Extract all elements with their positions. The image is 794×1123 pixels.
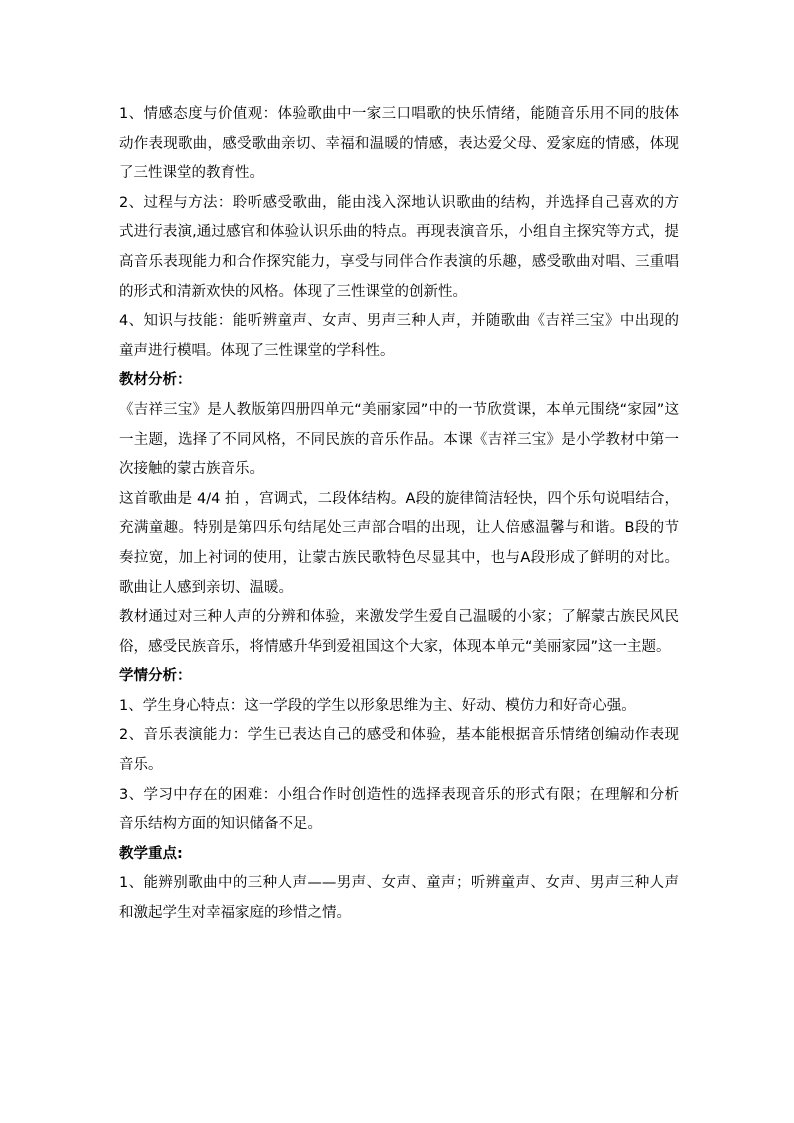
document-body xyxy=(119,100,679,929)
teaching-focus-heading: 教学重点: xyxy=(119,845,183,862)
student-paragraph: 1、学生身心特点：这一学段的学生以形象思维为主、好动、模仿力和好奇心强。 xyxy=(119,697,636,714)
student-analysis-heading: 学情分析： xyxy=(119,668,192,685)
goal-knowledge: 4、知识与技能：能听辨童声、女声、男声三种人声，并随歌曲《吉祥三宝》中出现的童声进行模唱。体现了三性课堂的学科性。 xyxy=(119,313,679,359)
student-paragraph: 3、学习中存在的困难：小组合作时创造性的选择表现音乐的形式有限；在理解和分析音乐结构方面的知识储备不足。 xyxy=(119,786,679,833)
goal-emotion: 1、情感态度与价值观：体验歌曲中一家三口唱歌的快乐情绪，能随音乐用不同的肢体动作表现歌曲，感受歌曲亲切、幸福和温暖的情感，表达爱父母、爱家庭的情感，体现了三性课堂的教育性。 xyxy=(119,106,679,182)
textbook-paragraph: 教材通过对三种人声的分辨和体验，来激发学生爱自己温暖的小家；了解蒙古族民风民俗，感受民族音乐，将情感升华到爱祖国这个大家，体现本单元“美丽家园”这一主题。 xyxy=(119,609,679,655)
textbook-paragraph: 《吉祥三宝》是人教版第四册四单元“美丽家园”中的一节欣赏课，本单元围绕“家园”这一主题，选择了不同风格，不同民族的音乐作品。本课《吉祥三宝》是小学教材中第一次接触的蒙古族音乐。 xyxy=(119,401,679,478)
student-paragraph: 2、音乐表演能力：学生已表达自己的感受和体验，基本能根据音乐情绪创编动作表现音乐。 xyxy=(119,727,679,774)
focus-paragraph: 1、能辨别歌曲中的三种人声——男声、女声、童声；听辨童声、女声、男声三种人声和激起学生对幸福家庭的珍惜之情。 xyxy=(119,875,679,922)
goal-process: 2、过程与方法：聆听感受歌曲，能由浅入深地认识歌曲的结构，并选择自己喜欢的方式进行表演,通过感官和体验认识乐曲的特点。再现表演音乐，小组自主探究等方式，提高音乐表现能力和合作探究能力，享受与同伴合作表演的乐趣，感受歌曲对唱、三重唱的形式和清新欢快的风格。体现了三性课堂的创新性。 xyxy=(119,194,679,300)
textbook-paragraph: 这首歌曲是 4/4 拍 ，宫调式，二段体结构。A段的旋律简洁轻快，四个乐句说唱结合，充满童趣。特别是第四乐句结尾处三声部合唱的出现，让人倍感温馨与和谐。B段的节奏拉宽，加上衬词的使用，让蒙古族民歌特色尽显其中，也与A段形成了鲜明的对比。歌曲让人感到亲切、温暖。 xyxy=(119,490,679,596)
textbook-analysis-heading: 教材分析： xyxy=(119,372,192,389)
